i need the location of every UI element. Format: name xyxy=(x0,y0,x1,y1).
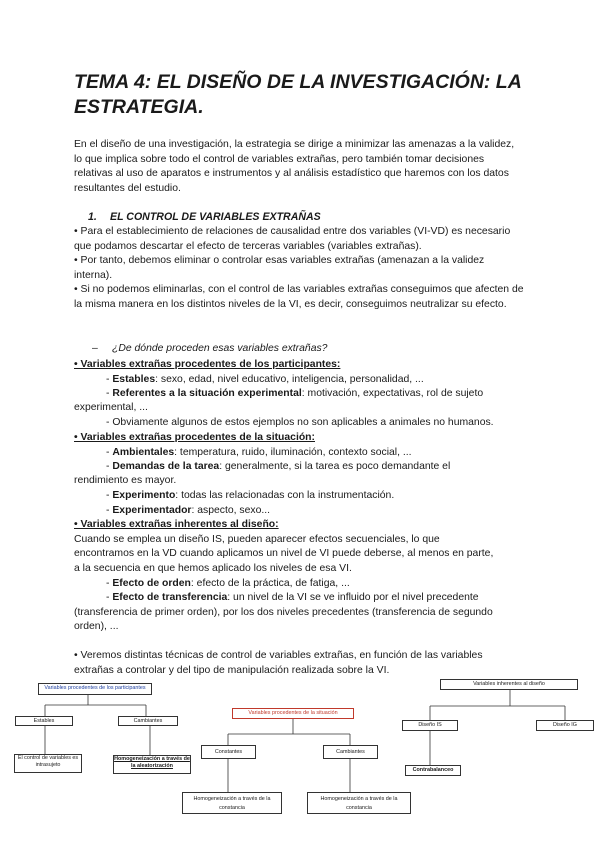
question-text: ¿De dónde proceden esas variables extrañas? xyxy=(112,343,328,354)
diagram3-node-diseno-is: Diseño IS xyxy=(402,720,458,731)
page-title: TEMA 4: EL DISEÑO DE LA INVESTIGACIÓN: LA ESTRATEGIA. xyxy=(74,71,522,118)
bullet-neutralizar: • Si no podemos eliminarlas, con el control de las variables extrañas conseguimos que afecten de la misma manera en los distintos niveles de la VI, es decir, conseguimos neutralizar su efecto. xyxy=(74,284,524,310)
diagram3-node-diseno-ig: Diseño IG xyxy=(536,720,594,731)
heading-situacion: • Variables extrañas procedentes de la situación: xyxy=(74,432,315,443)
diseno-line-1: Cuando se emplea un diseño IS, pueden aparecer efectos secuenciales, lo que xyxy=(74,534,440,545)
estables-text: : sexo, edad, nivel educativo, inteligencia, personalidad, ... xyxy=(155,374,424,385)
item-experimento: - Experimento: todas las relacionadas con la instrumentación. xyxy=(106,490,395,501)
diagram1-root: Variables procedentes de los participantes xyxy=(38,683,152,695)
diseno-line-3: a la secuencia en que hemos aplicado los niveles de esa VI. xyxy=(74,563,352,574)
transferencia-cont-2: orden), ... xyxy=(74,621,119,632)
heading-participantes: • Variables extrañas procedentes de los participantes: xyxy=(74,359,341,370)
diagram2-root: Variables procedentes de la situación xyxy=(232,708,354,719)
intro-paragraph: En el diseño de una investigación, la estrategia se dirige a minimizar las amenazas a la validez, lo que implica sobre todo el control de variables extrañas, pero también tomar decisiones relativas al uso de aparatos e instrumentos y al análisis estadístico que haremos con los datos resultantes del estudio. xyxy=(74,139,515,194)
referentes-text: : motivación, expectativas, rol de sujeto xyxy=(301,388,484,399)
experimentador-label: Experimentador xyxy=(112,505,192,516)
experimentador-text: : aspecto, sexo... xyxy=(191,505,271,516)
diagram2-leaf-constancia-1: Homogeneización a través de la constancia xyxy=(182,792,282,814)
bullet-eliminar: • Por tanto, debemos eliminar o controlar esas variables extrañas (amenazan a la validez interna). xyxy=(74,255,485,281)
demandas-label: Demandas de la tarea xyxy=(112,461,220,472)
diagram1-leaf-intrasujeto: El control de variables es intrasujeto xyxy=(14,754,82,773)
demandas-cont: rendimiento es mayor. xyxy=(74,475,177,486)
item-estables: - Estables: sexo, edad, nivel educativo, inteligencia, personalidad, ... xyxy=(106,374,424,385)
item-ambientales: - Ambientales: temperatura, ruido, iluminación, contexto social, ... xyxy=(106,447,412,458)
heading-diseno: • Variables extrañas inherentes al diseño: xyxy=(74,519,279,530)
transferencia-cont-1: (transferencia de primer orden), por los dos niveles precedentes (transferencia de segundo xyxy=(74,607,493,618)
question-dash: – xyxy=(92,343,98,354)
diagram2-leaf-constancia-2: Homogeneización a través de la constancia xyxy=(307,792,411,814)
diagram3-leaf-contrabalanceo: Contrabalanceo xyxy=(405,765,461,776)
item-efecto-transferencia: - Efecto de transferencia: un nivel de la VI se ve influido por el nivel precedente xyxy=(106,592,479,603)
diagram3-root: Variables inherentes al diseño xyxy=(440,679,578,690)
referentes-cont: experimental, ... xyxy=(74,402,148,413)
closing-line-2: extrañas a controlar y del tipo de manipulación realizada sobre la VI. xyxy=(74,665,390,676)
section-title: EL CONTROL DE VARIABLES EXTRAÑAS xyxy=(110,211,321,223)
diagram2-node-cambiantes: Cambiantes xyxy=(323,745,378,759)
item-efecto-orden: - Efecto de orden: efecto de la práctica, de fatiga, ... xyxy=(106,578,350,589)
closing-line-1: • Veremos distintas técnicas de control de variables extrañas, en función de las variables xyxy=(74,650,483,661)
experimento-text: : todas las relacionadas con la instrumentación. xyxy=(175,490,395,501)
referentes-label: Referentes a la situación experimental xyxy=(112,388,302,399)
diagram1-node-estables: Estables xyxy=(15,716,73,726)
item-referentes: - Referentes a la situación experimental: motivación, expectativas, rol de sujeto xyxy=(106,388,484,399)
ambientales-label: Ambientales xyxy=(112,447,175,458)
efecto-transferencia-text: : un nivel de la VI se ve influido por el nivel precedente xyxy=(227,592,479,603)
bullet-causalidad: • Para el establecimiento de relaciones de causalidad entre dos variables (VI-VD) es necesario que podamos descartar el efecto de terceras variables (variables extrañas). xyxy=(74,226,511,252)
item-demandas: - Demandas de la tarea: generalmente, si la tarea es poco demandante el xyxy=(106,461,451,472)
diagram1-node-cambiantes: Cambiantes xyxy=(118,716,178,726)
demandas-text: : generalmente, si la tarea es poco demandante el xyxy=(219,461,451,472)
diagram1-leaf-aleatorizacion: Homogeneización a través de la aleatorización xyxy=(113,755,191,774)
efecto-transferencia-label: Efecto de transferencia xyxy=(112,592,228,603)
experimento-label: Experimento xyxy=(112,490,176,501)
ambientales-text: : temperatura, ruido, iluminación, contexto social, ... xyxy=(174,447,412,458)
efecto-orden-text: : efecto de la práctica, de fatiga, ... xyxy=(190,578,350,589)
section-number: 1. xyxy=(88,211,97,223)
item-obviamente: - Obviamente algunos de estos ejemplos no son aplicables a animales no humanos. xyxy=(106,417,494,428)
diseno-line-2: encontramos en la VD cuando aplicamos un nivel de VI puede deberse, al menos en parte, xyxy=(74,548,494,559)
efecto-orden-label: Efecto de orden xyxy=(112,578,191,589)
item-experimentador: - Experimentador: aspecto, sexo... xyxy=(106,505,271,516)
estables-label: Estables xyxy=(112,374,156,385)
diagram2-node-constantes: Constantes xyxy=(201,745,256,759)
